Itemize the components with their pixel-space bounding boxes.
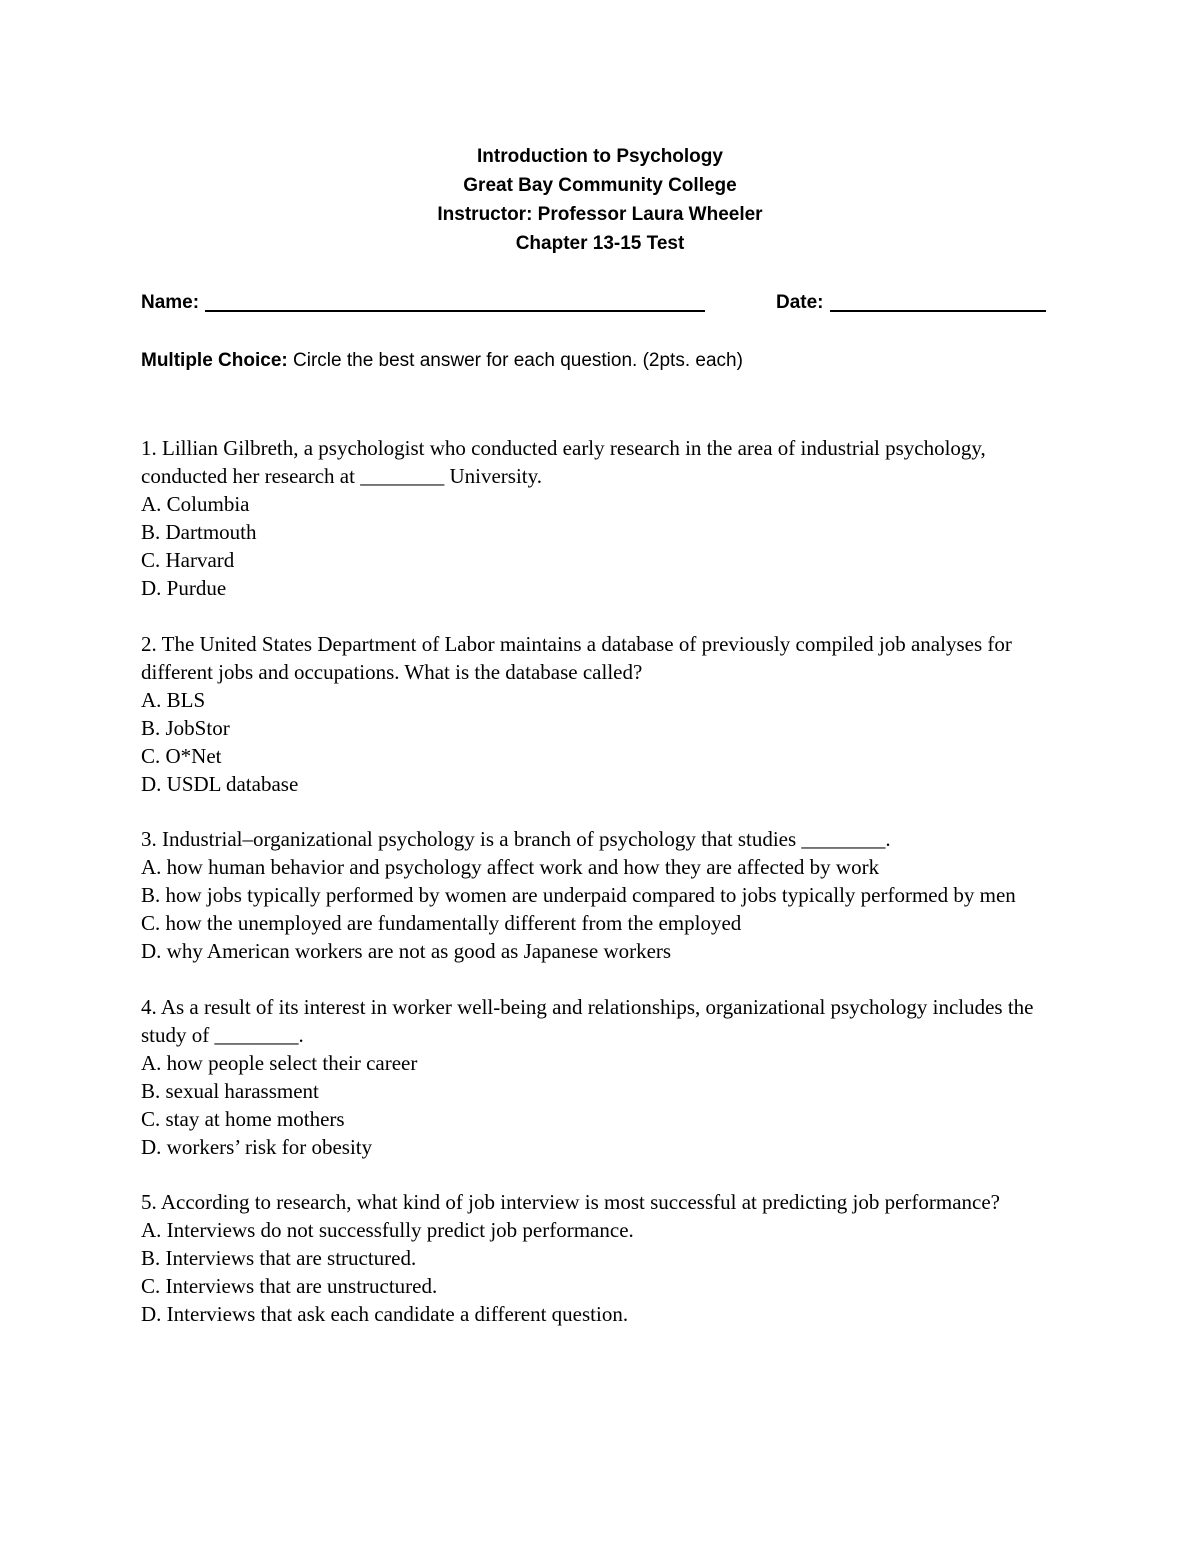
instructor-name: Instructor: Professor Laura Wheeler <box>437 204 763 225</box>
answer-option[interactable]: D. workers’ risk for obesity <box>141 1134 373 1159</box>
date-field <box>776 288 1046 318</box>
answer-option[interactable]: A. Columbia <box>141 492 250 516</box>
answer-option[interactable]: B. sexual harassment <box>141 1078 319 1103</box>
answer-option[interactable]: C. Harvard <box>141 548 235 572</box>
question-1 <box>141 434 1071 602</box>
instructions <box>141 346 743 376</box>
question-5 <box>141 1188 1071 1328</box>
answer-option[interactable]: C. O*Net <box>141 743 222 768</box>
answer-option[interactable]: A. how people select their career <box>141 1050 418 1075</box>
answer-option[interactable]: A. BLS <box>141 687 206 712</box>
name-field <box>141 288 705 318</box>
answer-option[interactable]: B. JobStor <box>141 715 230 740</box>
test-title: Chapter 13-15 Test <box>515 233 685 254</box>
name-blank-line[interactable] <box>205 290 705 312</box>
answer-option[interactable]: A. how human behavior and psychology affect work and how they are affected by work <box>141 855 880 879</box>
instructions-text: Circle the best answer for each question. (2pts. each) <box>287 350 743 371</box>
answer-option[interactable]: D. Interviews that ask each candidate a different question. <box>141 1302 629 1326</box>
college-name: Great Bay Community College <box>463 175 737 196</box>
question-stem: 2. The United States Department of Labor maintains a database of previously compiled job analyses for different jobs and occupations. What is the database called? <box>141 631 1012 684</box>
date-blank-line[interactable] <box>830 290 1046 312</box>
name-label: Name: <box>141 292 200 313</box>
question-2 <box>141 630 1071 798</box>
answer-option[interactable]: B. how jobs typically performed by women are underpaid compared to jobs typically performed by men <box>141 883 1016 907</box>
answer-option[interactable]: D. USDL database <box>141 771 299 796</box>
answer-option[interactable]: B. Dartmouth <box>141 520 257 544</box>
answer-option[interactable]: D. why American workers are not as good as Japanese workers <box>141 939 672 963</box>
answer-option[interactable]: D. Purdue <box>141 576 227 600</box>
test-header <box>0 142 1200 258</box>
course-title: Introduction to Psychology <box>477 146 723 167</box>
answer-option[interactable]: C. how the unemployed are fundamentally different from the employed <box>141 911 742 935</box>
question-stem: 5. According to research, what kind of job interview is most successful at predicting job performance? <box>141 1190 1000 1214</box>
answer-option[interactable]: C. Interviews that are unstructured. <box>141 1274 438 1298</box>
instructions-label: Multiple Choice: <box>141 350 288 371</box>
answer-option[interactable]: A. Interviews do not successfully predict job performance. <box>141 1218 634 1242</box>
question-stem: 1. Lillian Gilbreth, a psychologist who conducted early research in the area of industrial psychology, conducted her research at ________ University. <box>141 436 986 488</box>
student-fields <box>141 288 1061 318</box>
question-3 <box>141 825 1071 965</box>
answer-option[interactable]: B. Interviews that are structured. <box>141 1246 417 1270</box>
answer-option[interactable]: C. stay at home mothers <box>141 1106 345 1131</box>
question-stem: 3. Industrial–organizational psychology is a branch of psychology that studies ________. <box>141 827 891 851</box>
question-stem: 4. As a result of its interest in worker well-being and relationships, organizational psychology includes the study of ________. <box>141 994 1034 1047</box>
question-list <box>141 434 1071 1356</box>
question-4 <box>141 993 1071 1161</box>
date-label: Date: <box>776 292 824 313</box>
